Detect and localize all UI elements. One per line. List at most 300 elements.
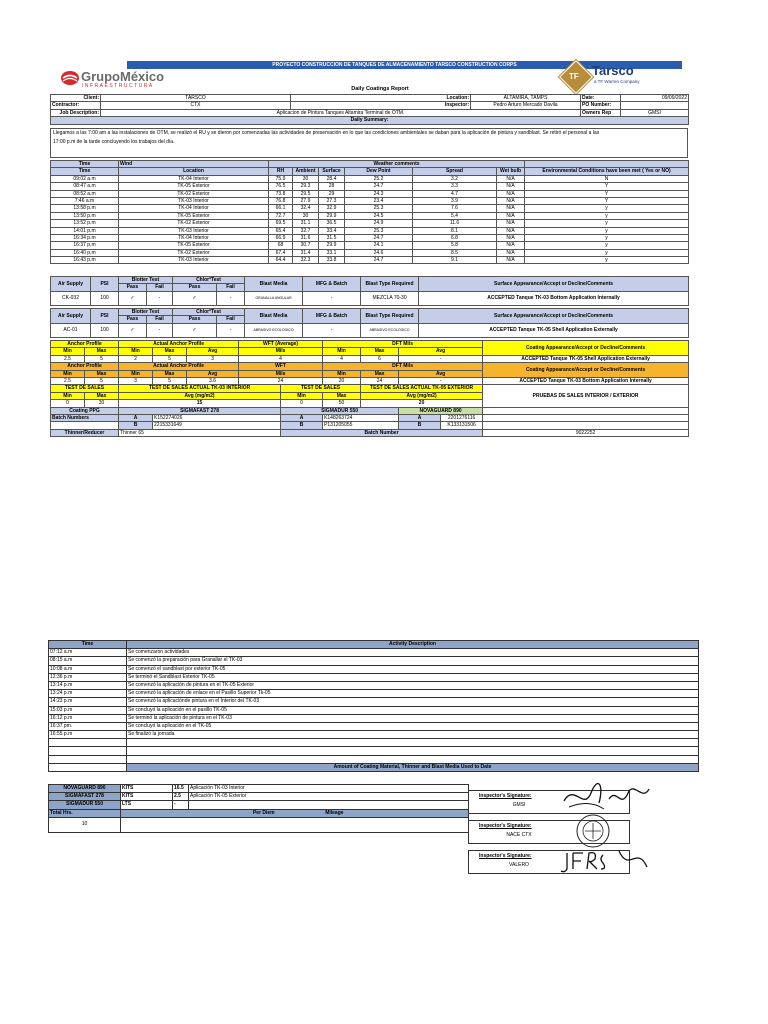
profile-cell: 5 <box>153 377 187 384</box>
blast-cell: MEZCLA 70-30 <box>361 291 419 305</box>
coating-product-3: NOVAGUARD 890 <box>399 407 483 414</box>
material-use <box>189 801 469 809</box>
client-label: Client: <box>51 95 101 102</box>
activity-row <box>49 657 699 665</box>
weather-column-header: Environmental Conditions have been met ( Yes or NO) <box>525 168 689 175</box>
fail-label: Fail <box>217 284 245 291</box>
signature-box-nace <box>468 820 630 844</box>
summary-line-1: Llegamos a las 7:00 am a las instalaciones de OTM, se realizó el RU y se dieron por comenzadas las actividades de preservación en lo que las condiciones ambientales se daban para la aplicación de pintura y sandblast. Se retiró el personal a las <box>53 130 600 136</box>
batch-a-label: A <box>399 414 441 421</box>
activity-description: Se comenzó la aplicación de enlace en el Pasillo Superior Tk-05 <box>127 690 699 698</box>
weather-cell: 23.4 <box>345 197 413 204</box>
material-row <box>49 801 469 809</box>
grupo-mexico-logo <box>60 68 190 90</box>
weather-cell: 32.4 <box>293 205 319 212</box>
weather-cell: 13:58 p.m <box>51 205 119 212</box>
avg-label: Avg <box>399 370 483 377</box>
weather-cell: TK-05 Exterior <box>119 242 269 249</box>
weather-cell: N/A <box>497 190 525 197</box>
weather-cell: 24.9 <box>345 220 413 227</box>
profile-cell: 6 <box>361 355 399 362</box>
coating-comment: ACCEPTED Tanque TK-05 Shell Application Externally <box>483 355 689 362</box>
anchor-profile-label: Anchor Profile <box>51 341 119 348</box>
blast-cell: CK-032 <box>51 291 91 305</box>
weather-cell: 68 <box>269 242 293 249</box>
tarsco-mark: TF <box>569 72 579 81</box>
activity-description: Se comenzó el sandblast por exterior TK-05 <box>127 665 699 673</box>
signature-org: NACE CTX <box>506 832 532 838</box>
weather-cell: 30 <box>293 212 319 219</box>
batch-a-label: A <box>281 414 323 421</box>
fail-label: Fail <box>147 284 173 291</box>
sales-exterior-label: TEST DE SALES ACTUAL TK-05 EXTERIOR <box>361 385 483 392</box>
mfg-label: MFG & Batch <box>303 309 361 324</box>
weather-cell: 14:01 p.m <box>51 227 119 234</box>
signature-label: Inspector's Signature: <box>479 793 532 799</box>
logo-name: GrupoMéxico <box>81 69 165 84</box>
activity-row <box>49 706 699 714</box>
sales-title-2: TEST DE SALES <box>281 385 361 392</box>
max-label: Max <box>153 348 187 355</box>
batch-number-value: 9022252 <box>483 429 689 436</box>
tarsco-subtitle: a TF Warren Company <box>594 79 640 84</box>
weather-cell: TK-04 Interior <box>119 234 269 241</box>
wft-label: WFT <box>239 363 323 370</box>
weather-cell: N/A <box>497 183 525 190</box>
weather-cell: 24.3 <box>345 190 413 197</box>
blast-media-label: Blast Media <box>245 277 303 292</box>
weather-cell: 3.2 <box>413 175 497 182</box>
weather-cell: 33.8 <box>319 257 345 264</box>
actual-anchor-label: Actual Anchor Profile <box>119 341 239 348</box>
summary-line-2: 17:00 p.m de la tarde concluyendo los trabajos del día. <box>53 139 175 145</box>
inspector-label: Inspector: <box>291 102 471 109</box>
weather-cell: 13:52 p.m <box>51 220 119 227</box>
blast-cell: ✓ <box>173 291 217 305</box>
weather-cell: 31.1 <box>293 220 319 227</box>
thinner-value: Thinner 65 <box>119 429 281 436</box>
mfg-label: MFG & Batch <box>303 277 361 292</box>
profile-cell: 4 <box>323 355 361 362</box>
coating-ppg-label: Coating PPG <box>51 407 119 414</box>
mils-label: Mils <box>239 348 323 355</box>
profile-cell: 2.5 <box>51 377 85 384</box>
dft-label: DFT Mils <box>323 363 483 370</box>
weather-cell: y <box>525 242 689 249</box>
weather-cell: 31.5 <box>319 234 345 241</box>
weather-cell: 5.8 <box>413 242 497 249</box>
avg-label: Avg <box>187 348 239 355</box>
activity-rows <box>49 649 699 739</box>
activity-table <box>48 640 699 772</box>
pass-label: Pass <box>173 316 217 323</box>
dft-label: DFT Mils <box>323 341 483 348</box>
activity-time: 15:03 p.m <box>49 706 127 714</box>
batch-b-3: K133131506 <box>441 422 483 429</box>
weather-cell: 24.7 <box>345 183 413 190</box>
blast-cell: ✓ <box>173 323 217 337</box>
materials-rows <box>49 785 469 810</box>
activity-description: Se comenzó la preparación para Granallar el TK-03 <box>127 657 699 665</box>
signature-label: Inspector's Signature: <box>479 853 532 859</box>
sales-title: TEST DE SALES <box>51 385 119 392</box>
max-label: Max <box>85 392 119 399</box>
profile-cell: 20 <box>323 377 361 384</box>
job-value: Aplicacion de Pintura Tanques Altamira Terminal de OTM. <box>101 109 581 116</box>
weather-cell: 25.2 <box>345 175 413 182</box>
weather-cell: 6.8 <box>413 234 497 241</box>
weather-cell: 28.4 <box>319 175 345 182</box>
sales-interior-label: TEST DE SALES ACTUAL TK-03 INTERIOR <box>119 385 281 392</box>
min-label: Min <box>323 348 361 355</box>
max-label: Max <box>85 370 119 377</box>
profile-cell: 3 <box>187 355 239 362</box>
max-label: Max <box>153 370 187 377</box>
weather-column-header: Wet bulb <box>497 168 525 175</box>
weather-column-header: Spread <box>413 168 497 175</box>
weather-column-header: Dew Point <box>345 168 413 175</box>
material-unit: KITS <box>121 793 173 801</box>
blast-table-1 <box>50 276 689 306</box>
weather-cell: TK-05 Exterior <box>119 212 269 219</box>
blast-cell: GRANALLA ANGULAR <box>245 291 303 305</box>
max-label: Max <box>323 392 361 399</box>
max-label: Max <box>85 348 119 355</box>
batch-b-2: P131205055 <box>323 422 399 429</box>
signature-box-valero <box>468 850 630 874</box>
weather-time-label: Time <box>51 161 119 168</box>
weather-cell: 66.9 <box>269 234 293 241</box>
activity-row <box>49 690 699 698</box>
weather-column-header: Location <box>119 168 269 175</box>
weather-cell: 33.4 <box>319 227 345 234</box>
material-row <box>49 793 469 801</box>
weather-cell: N/A <box>497 257 525 264</box>
psi-label: PSI <box>91 277 119 292</box>
weather-row <box>51 212 689 219</box>
weather-row <box>51 197 689 204</box>
activity-description: Se concluyó la aplicación en el pasillo TK-05 <box>127 706 699 714</box>
blotter-label: Blotter Test <box>119 277 173 284</box>
pass-label: Pass <box>119 284 147 291</box>
activity-time: 12:36 p.m <box>49 673 127 681</box>
owners-value: GMSI <box>621 109 689 116</box>
weather-cell: y <box>525 205 689 212</box>
weather-cell: 27.3 <box>319 197 345 204</box>
actual-anchor-label: Actual Anchor Profile <box>119 363 239 370</box>
tarsco-name: Tarsco <box>592 63 634 78</box>
activity-row <box>49 673 699 681</box>
weather-cell: 8.1 <box>413 227 497 234</box>
sales-comment: PRUEBAS DE SALES INTERIOR / EXTERIOR <box>483 385 689 407</box>
activity-time: 13:24 p.m <box>49 690 127 698</box>
blast-cell: ABRASIVO ECOLOGICO <box>361 323 419 337</box>
fail-label: Fail <box>217 316 245 323</box>
weather-cell: 36.5 <box>319 220 345 227</box>
weather-cell: y <box>525 234 689 241</box>
activity-row <box>49 681 699 689</box>
date-value: 09/09/2022 <box>621 95 689 102</box>
weather-row <box>51 190 689 197</box>
weather-comments-label: Weather comments <box>269 161 525 168</box>
weather-cell: 29 <box>319 190 345 197</box>
air-supply-label: Air Supply <box>51 277 91 292</box>
sales-min-2: 0 <box>281 400 323 407</box>
weather-table <box>50 160 689 264</box>
max-label: Max <box>361 348 399 355</box>
blotter-label: Blotter Test <box>119 309 173 316</box>
profile-cell: 2 <box>119 355 153 362</box>
max-label: Max <box>361 370 399 377</box>
weather-row <box>51 175 689 182</box>
blast-cell: ✓ <box>119 291 147 305</box>
fail-label: Fail <box>147 316 173 323</box>
activity-time: 13:14 p.m <box>49 681 127 689</box>
weather-cell: 4.7 <box>413 190 497 197</box>
weather-cell: y <box>525 212 689 219</box>
weather-cell: N/A <box>497 197 525 204</box>
activity-time: 16:55 p.m <box>49 731 127 739</box>
weather-cell: 75.9 <box>269 175 293 182</box>
weather-cell: 66.1 <box>269 205 293 212</box>
blast-cell: - <box>303 323 361 337</box>
activity-time: 10:08 a.m <box>49 665 127 673</box>
blast-type-label: Blast Type Required <box>361 277 419 292</box>
weather-cell: y <box>525 249 689 256</box>
material-qty: - <box>173 801 189 809</box>
wft-label: WFT (Average) <box>239 341 323 348</box>
chlor-label: Chlor*Test <box>173 309 245 316</box>
weather-cell: 72.7 <box>269 212 293 219</box>
activity-row <box>49 665 699 673</box>
air-supply-label: Air Supply <box>51 309 91 324</box>
mileage-label: Mileage <box>325 809 344 816</box>
profile-cell: 3 <box>119 377 153 384</box>
weather-cell: N/A <box>497 249 525 256</box>
blast-cell: - <box>217 291 245 305</box>
batch-b-label: B <box>281 422 323 429</box>
thinner-label: Thinner/Reducer <box>51 429 119 436</box>
profile-cell: 24 <box>361 377 399 384</box>
signature-org: VALERO <box>509 862 529 868</box>
weather-cell: TK-04 Interior <box>119 175 269 182</box>
contractor-label: Contractor: <box>51 102 101 109</box>
weather-cell: 76.8 <box>269 197 293 204</box>
activity-row <box>49 649 699 657</box>
weather-cell: N/A <box>497 242 525 249</box>
batch-numbers-label: Batch Numbers <box>51 414 119 421</box>
weather-cell: 16:37 p.m <box>51 242 119 249</box>
batch-number-label: Batch Number <box>281 429 483 436</box>
weather-cell: N/A <box>497 234 525 241</box>
signature-label: Inspector's Signature: <box>479 823 532 829</box>
weather-column-header: Time <box>51 168 119 175</box>
activity-description: Se comenzaron actividades <box>127 649 699 657</box>
weather-cell: TK-03 Interior <box>119 257 269 264</box>
material-qty: 2.5 <box>173 793 189 801</box>
weather-cell: N/A <box>497 175 525 182</box>
weather-cell: Y <box>525 190 689 197</box>
weather-cell: TK-05 Exterior <box>119 183 269 190</box>
sales-max-1: 30 <box>85 400 119 407</box>
min-label: Min <box>119 348 153 355</box>
blast-cell: AC-01 <box>51 323 91 337</box>
avg-mg-label: Avg (mg/m2) <box>119 392 281 399</box>
weather-cell: 69.5 <box>269 220 293 227</box>
activity-row <box>49 698 699 706</box>
psi-label: PSI <box>91 309 119 324</box>
weather-cell: 32.7 <box>293 227 319 234</box>
weather-cell: y <box>525 257 689 264</box>
activity-row <box>49 731 699 739</box>
weather-cell: 73.8 <box>269 190 293 197</box>
surface-label: Surface Appearance/Accept or Decline/Comments <box>419 309 689 324</box>
weather-cell: TK-02 Exterior <box>119 190 269 197</box>
client-value: TARSCO <box>101 95 291 102</box>
weather-header-row <box>51 168 689 175</box>
blast-media-label: Blast Media <box>245 309 303 324</box>
date-label: Date: <box>581 95 621 102</box>
owners-label: Owners Rep <box>581 109 621 116</box>
weather-cell: 08:47 a.m <box>51 183 119 190</box>
weather-cell: TK-02 Exterior <box>119 220 269 227</box>
sales-min-1: 0 <box>51 400 85 407</box>
weather-cell: 29.9 <box>319 212 345 219</box>
material-use: Aplicación TK-03 Interior <box>189 785 469 793</box>
activity-time: 16:12 p.m <box>49 714 127 722</box>
weather-row <box>51 242 689 249</box>
activity-time: 14:23 p.m <box>49 698 127 706</box>
min-label: Min <box>281 392 323 399</box>
materials-table <box>48 784 469 833</box>
weather-cell: 24.7 <box>345 257 413 264</box>
weather-column-header: RH <box>269 168 293 175</box>
weather-cell: TK-03 Interior <box>119 197 269 204</box>
weather-column-header: Surface <box>319 168 345 175</box>
activity-title: Activity Description <box>127 641 699 649</box>
header-table <box>50 94 689 125</box>
weather-cell: N/A <box>497 212 525 219</box>
blast-cell: 100 <box>91 323 119 337</box>
blast-cell: - <box>147 323 173 337</box>
coating-product-1: SIGMAFAST 278 <box>119 407 281 414</box>
po-label: PO Number: <box>581 102 621 109</box>
weather-cell: 7.6 <box>413 205 497 212</box>
blast-table-2 <box>50 308 689 338</box>
weather-cell: 24.6 <box>345 249 413 256</box>
blast-row <box>51 291 689 305</box>
weather-cell: 31.4 <box>293 249 319 256</box>
weather-cell: TK-03 Interior <box>119 227 269 234</box>
per-diem-label: Per Diem <box>252 809 275 816</box>
profile-cell: 4 <box>239 355 323 362</box>
profile-row <box>51 377 689 384</box>
avg-label: Avg <box>399 348 483 355</box>
batch-a-3: 2201276116 <box>441 414 483 421</box>
weather-row <box>51 183 689 190</box>
weather-column-header: Ambient <box>293 168 319 175</box>
activity-row <box>49 714 699 722</box>
weather-cell: 32.3 <box>293 257 319 264</box>
weather-rows <box>51 175 689 264</box>
weather-cell: 3.9 <box>413 197 497 204</box>
weather-cell: 11.6 <box>413 220 497 227</box>
activity-time-label: Time <box>49 641 127 649</box>
total-hours-value: 10 <box>49 817 121 832</box>
location-value: ALTAMIRA, TAMPS <box>471 95 581 102</box>
batch-a-2: K148263724 <box>323 414 399 421</box>
activity-description: Se comenzó la aplicaciónde pintura en el Interior del TK-03 <box>127 698 699 706</box>
pass-label: Pass <box>173 284 217 291</box>
weather-cell: 30 <box>293 175 319 182</box>
weather-cell: 33.1 <box>319 249 345 256</box>
summary-title: Daily Summary: <box>51 117 689 124</box>
activity-time: 07:12 a.m <box>49 649 127 657</box>
material-name: NOVAGUARD 890 <box>49 785 121 793</box>
weather-cell: Y <box>525 197 689 204</box>
weather-cell: 24.7 <box>345 234 413 241</box>
profile-row <box>51 355 689 362</box>
activity-description: Se terminó el Sandblast Exterior TK-05 <box>127 673 699 681</box>
weather-cell: 24.5 <box>345 212 413 219</box>
blast-cell: ✓ <box>119 323 147 337</box>
weather-wind-label: Wind <box>119 161 269 168</box>
weather-row <box>51 249 689 256</box>
weather-row <box>51 227 689 234</box>
profile-cell: - <box>399 377 483 384</box>
weather-cell: 27.9 <box>293 197 319 204</box>
batch-b-1: 2215331649 <box>153 422 281 429</box>
activity-description: Se terminó la aplicación de pintura en el TK-03 <box>127 714 699 722</box>
contractor-value: CTX <box>101 102 291 109</box>
coating-product-2: SIGMADUR 550 <box>281 407 399 414</box>
mils-label: Mils <box>239 370 323 377</box>
profile-cell: 5 <box>85 377 119 384</box>
weather-cell: 08:52 a.m <box>51 190 119 197</box>
weather-cell: 9.1 <box>413 257 497 264</box>
weather-cell: 31.6 <box>293 234 319 241</box>
weather-cell: Y <box>525 183 689 190</box>
weather-cell: TK-04 Interior <box>119 205 269 212</box>
material-name: SIGMAFAST 278 <box>49 793 121 801</box>
po-value <box>621 102 689 109</box>
weather-cell: 32.9 <box>319 205 345 212</box>
weather-cell: 29.3 <box>293 183 319 190</box>
batch-b-label: B <box>399 422 441 429</box>
weather-cell: 29.9 <box>319 242 345 249</box>
surface-label: Surface Appearance/Accept or Decline/Comments <box>419 277 689 292</box>
weather-cell: 76.5 <box>269 183 293 190</box>
material-use: Aplicación TK-05 Exterior <box>189 793 469 801</box>
weather-row <box>51 234 689 241</box>
weather-cell: 8.5 <box>413 249 497 256</box>
weather-row <box>51 205 689 212</box>
activity-description: Se finalizó la jornada <box>127 731 699 739</box>
materials-title: Amount of Coating Material, Thinner and Blast Media Used to Date <box>127 763 699 771</box>
weather-cell: 25.3 <box>345 205 413 212</box>
total-hours-label: Total Hrs. <box>49 809 121 817</box>
surface-comment: ACCEPTED Tanque TK-05 Shell Application Externally <box>419 323 689 337</box>
activity-description: Se comenzó la aplicación de pintura en el TK-05 Exterior <box>127 681 699 689</box>
weather-cell: 09:02 a.m <box>51 175 119 182</box>
anchor-profile-label: Anchor Profile <box>51 363 119 370</box>
blast-cell: - <box>147 291 173 305</box>
job-label: Job Description: <box>51 109 101 116</box>
min-label: Min <box>119 370 153 377</box>
tarsco-logo <box>562 63 688 93</box>
sales-avg-2: 20 <box>361 400 483 407</box>
profile-cell: 5 <box>85 355 119 362</box>
